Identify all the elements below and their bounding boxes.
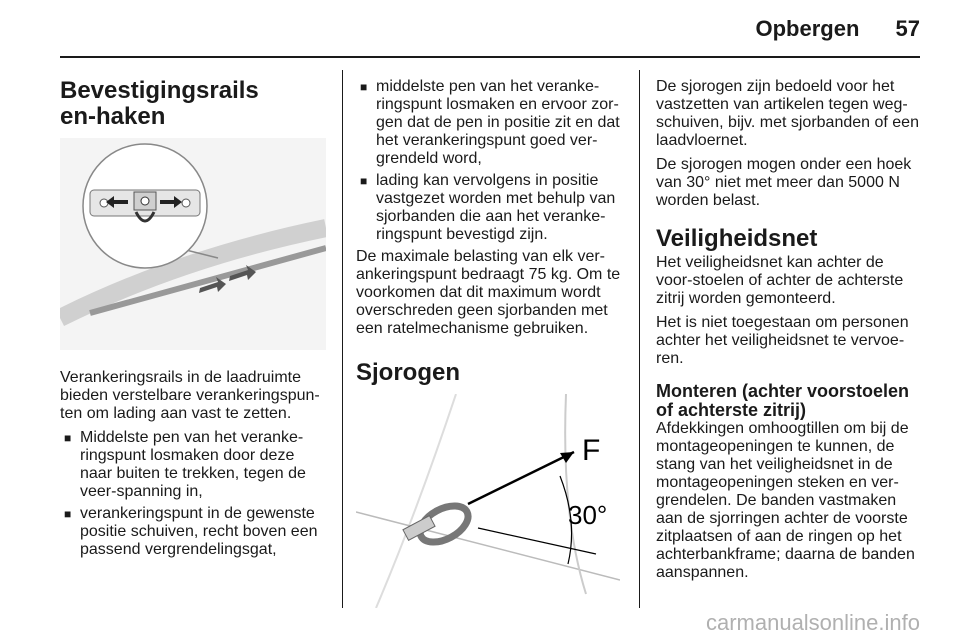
header-rule bbox=[60, 56, 920, 58]
page-header bbox=[755, 16, 920, 42]
lashing-eyes-load: De sjorogen mogen onder een hoek van 30° niet met meer dan 5000 N worden belast. bbox=[656, 156, 912, 209]
list-item: ■ middelste pen van het veranke-ringspunt losmaken en ervoor zor-gen dat de pen in positie zit en dat het verankeringspunt goed ver-grendeld word, bbox=[356, 78, 628, 168]
column-2 bbox=[356, 78, 628, 613]
list-item: ■ verankeringspunt in de gewenste positie schuiven, recht boven een passend vergrendelingsgat, bbox=[60, 505, 328, 559]
section-title: Opbergen bbox=[755, 16, 860, 41]
install-instructions: Afdekkingen omhoogtillen om bij de montageopeningen te kunnen, de stang van het veiligheidsnet in de montageopeningen steken en ver-grendelen. De banden vastmaken aan de sjorringen achter de voorste zitplaatsen of aan de ringen op het achterbankframe; daarna de banden aanspannen. bbox=[656, 420, 915, 581]
max-load-paragraph: De maximale belasting van elk ver-ankeringspunt bedraagt 75 kg. Om te voorkomen dat dit maximum wordt overschreden geen sjorbanden met een ratelmechanisme gebruiken. bbox=[356, 248, 621, 337]
rails-illustration bbox=[60, 138, 328, 355]
install-subheading: Monteren (achter voorstoelen of achterste zitrij) bbox=[656, 381, 910, 420]
rails-steps-list bbox=[60, 429, 328, 559]
page-number: 57 bbox=[895, 16, 920, 41]
column-1 bbox=[60, 78, 328, 563]
rails-steps-list-continued bbox=[356, 78, 628, 244]
column-divider-2 bbox=[639, 70, 640, 608]
lashing-eyes-purpose: De sjorogen zijn bedoeld voor het vastzetten van artikelen tegen weg-schuiven, bijv. met sjorbanden of een laadvloernet. bbox=[656, 78, 919, 149]
watermark: carmanualsonline.info bbox=[705, 610, 920, 635]
safety-net-heading: Veiligheidsnet bbox=[656, 225, 818, 252]
force-label: F bbox=[582, 434, 601, 467]
safety-net-warning: Het is niet toegestaan om personen achter het veiligheidsnet te vervoe-ren. bbox=[656, 314, 909, 367]
list-item: ■ lading kan vervolgens in positie vastgezet worden met behulp van sjorbanden die aan het veranke-ringspunt bevestigd zijn. bbox=[356, 172, 628, 244]
rails-figure-svg bbox=[60, 138, 326, 350]
angle-label: 30° bbox=[568, 500, 608, 530]
rails-intro: Verankeringsrails in de laadruimte bieden verstelbare verankeringspun-ten om lading aan vast te zetten. bbox=[60, 369, 320, 422]
rails-heading: Bevestigingsrails en-haken bbox=[60, 77, 259, 130]
safety-net-mounting: Het veiligheidsnet kan achter de voor-stoelen of achter de achterste zitrij worden gemonteerd. bbox=[656, 254, 904, 307]
column-divider-1 bbox=[342, 70, 343, 608]
lashing-figure-svg bbox=[356, 394, 620, 608]
lashing-eye-illustration bbox=[356, 394, 628, 613]
list-item: ■ Middelste pen van het veranke-ringspunt losmaken door deze naar buiten te trekken, tegen de veer-spanning in, bbox=[60, 429, 328, 501]
sjorogen-heading: Sjorogen bbox=[356, 359, 461, 386]
column-3 bbox=[656, 78, 922, 588]
